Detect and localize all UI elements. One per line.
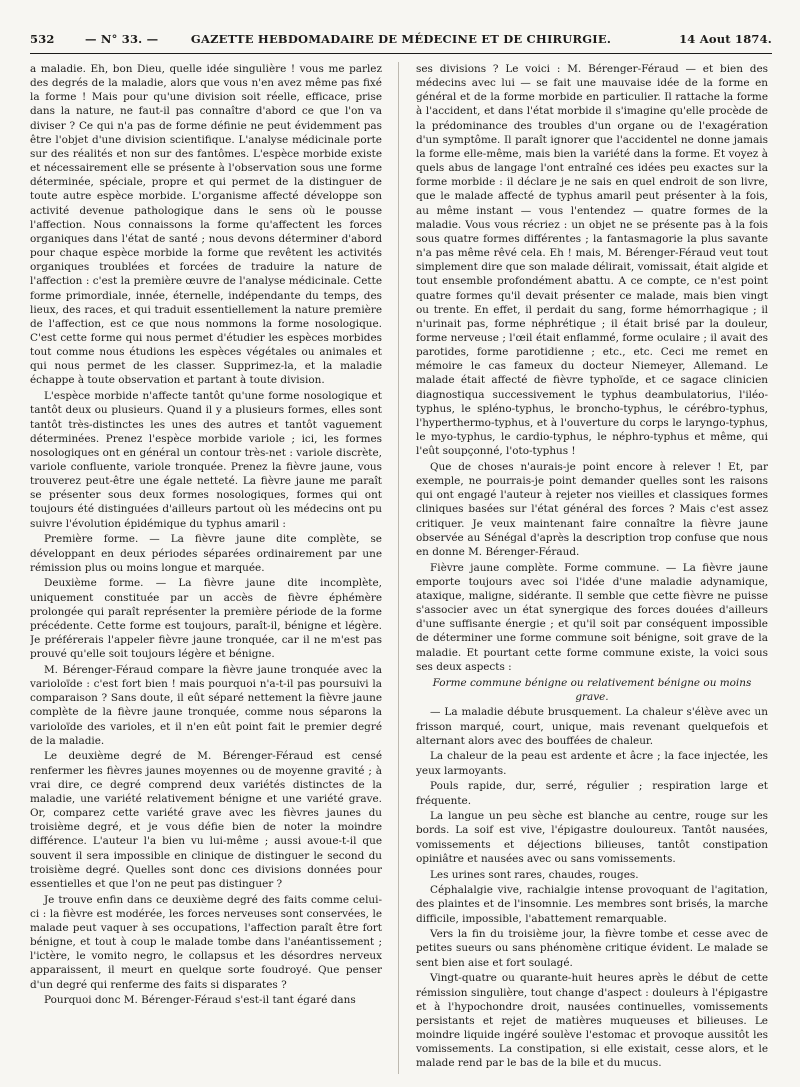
left-column xyxy=(30,62,382,1074)
paragraph: Je trouve enfin dans ce deuxième degré des faits comme celui-ci : la fièvre est modérée, les forces nerveuses sont conservées, le malade peut vaquer à ses occupations, l'affection paraît être fort bénigne, et tout à coup le malade tombe dans l'anéantissement ; l'ictère, le vomito negro, le collapsus et les désordres nerveux apparaissent, il meurt en quelque sorte foudroyé. Que penser d'un degré qui renferme des faits si disparates ? xyxy=(30,893,382,991)
paragraph: a maladie. Eh, bon Dieu, quelle idée singulière ! vous me parlez des degrés de la maladie, alors que vous n'en avez même pas fixé la forme ! Mais pour qu'une division soit réelle, efficace, prise dans la nature, ne faut-il pas connaître d'abord ce que l'on va diviser ? Ce qui n'a pas de forme définie ne peut évidemment pas être l'objet d'une division scientifique. L'analyse médicinale porte sur des réalités et non sur des fantômes. L'espèce morbide existe et nécessairement elle se présente à l'observation sous une forme déterminée, spéciale, propre et qui permet de la distinguer de toute autre espèce morbide. L'organisme affecté développe son activité devenue pathologique dans le sens où le pousse l'affection. Nous connaissons la forme qu'affectent les forces organiques dans l'état de santé ; nous devons déterminer d'abord pour chaque espèce morbide la forme que revêtent les activités organiques troublées et forcées de traduire la nature de l'affection : c'est la première œuvre de l'analyse médicinale. Cette forme primordiale, innée, éternelle, indépendante du temps, des lieux, des races, et qui traduit essentiellement la nature première de l'affection, est ce que nous nommons la forme nosologique. C'est cette forme qui nous permet d'étudier les espèces morbides tout comme nous étudions les espèces végétales ou animales et qui nous permet de les classer. Supprimez-la, et la maladie échappe à toute observation et partant à toute division. xyxy=(30,63,382,387)
issue-number: — N° 33. — xyxy=(85,32,159,46)
paragraph: La langue un peu sèche est blanche au centre, rouge sur les bords. La soif est vive, l'épigastre douloureux. Tantôt nausées, vomissements et déjections bilieuses, tantôt constipation opiniâtre et nausées avec ou sans vomissements. xyxy=(416,810,768,865)
paragraph: Pouls rapide, dur, serré, régulier ; respiration large et fréquente. xyxy=(416,780,768,807)
header-rule xyxy=(30,53,772,54)
paragraph: M. Bérenger-Féraud compare la fièvre jaune tronquée avec la varioloïde : c'est fort bien ! mais pourquoi n'a-t-il pas poursuivi la comparaison ? Sans doute, il eût séparé nettement la fièvre jaune complète de la fièvre jaune tronquée, comme nous séparons la varioloïde des varioles, et il n'en eût point fait le premier degré de la maladie. xyxy=(30,663,382,747)
running-header xyxy=(30,32,772,50)
column-divider xyxy=(398,62,399,1074)
paragraph: ses divisions ? Le voici : M. Bérenger-Féraud — et bien des médecins avec lui — se fait une mauvaise idée de la forme en général et de la forme morbide en particulier. Il rattache la forme à l'accident, et dans l'état morbide il s'imagine qu'elle procède de la prédominance des troubles d'un organe ou de l'exagération d'un symptôme. Il paraît ignorer que l'accidentel ne donne jamais la forme elle-même, mais bien la variété dans la forme. Et voyez à quels abus de langage l'ont entraîné ces idées peu exactes sur la forme morbide : il déclare je ne sais en quel endroit de son livre, que le malade affecté de typhus amaril peut présenter à la fois, au même instant — vous l'entendez — quatre formes de la maladie. Vous vous récriez : un objet ne se présente pas à la fois sous quatre formes différentes ; la fantasmagorie la plus savante n'a pas même rêvé cela. Eh ! mais, M. Bérenger-Féraud veut tout simplement dire que son malade délirait, vomissait, était algide et tout ensemble profondément abattu. A ce compte, ce n'est point quatre formes qu'il devait présenter ce malade, mais bien vingt ou trente. En effet, il perdait du sang, forme hémorrhagique ; il n'urinait pas, forme néphrétique ; il était brisé par la douleur, forme nerveuse ; l'œil était enflammé, forme oculaire ; il avait des parotides, forme parotidienne ; etc., etc. Ceci me remet en mémoire le cas fameux du docteur Niemeyer, Allemand. Le malade était affecté de fièvre typhoïde, et ce sagace clinicien diagnostiqua successivement le typhus deambulatorius, l'iléo-typhus, le spléno-typhus, le broncho-typhus, le cérébro-typhus, l'hyperthermo-typhus, et à l'ouverture du corps le laryngo-typhus, le myo-typhus, le cardio-typhus, le néphro-typhus et même, qui l'eût soupçonné, l'oto-typhus ! xyxy=(416,63,768,458)
paragraph: Que de choses n'aurais-je point encore à relever ! Et, par exemple, ne pourrais-je point demander quelles sont les raisons qui ont engagé l'auteur à rejeter nos vieilles et classiques formes cliniques basées sur l'état général des forces ? Mais c'est assez critiquer. Je veux maintenant faire connaître la fièvre jaune observée au Sénégal d'après la description trop confuse que nous en donne M. Bérenger-Féraud. xyxy=(416,460,768,558)
paragraph: Première forme. — La fièvre jaune dite complète, se développant en deux périodes séparées ordinairement par une rémission plus ou moins longue et marquée. xyxy=(30,533,382,574)
paragraph: Vers la fin du troisième jour, la fièvre tombe et cesse avec de petites sueurs ou sans phénomène critique évident. Le malade se sent bien aise et fort soulagé. xyxy=(416,928,768,969)
paragraph: — La maladie débute brusquement. La chaleur s'élève avec un frisson marqué, court, unique, mais revenant quelquefois et alternant alors avec des bouffées de chaleur. xyxy=(416,706,768,747)
section-subheading: Forme commune bénigne ou relativement bénigne ou moins grave. xyxy=(432,676,752,703)
right-column xyxy=(416,62,768,1074)
paragraph: Les urines sont rares, chaudes, rouges. xyxy=(430,868,639,881)
paragraph: La chaleur de la peau est ardente et âcre ; la face injectée, les yeux larmoyants. xyxy=(416,750,768,777)
paragraph: Le deuxième degré de M. Bérenger-Féraud est censé renfermer les fièvres jaunes moyennes ou de moyenne gravité ; à vrai dire, ce degré comprend deux variétés distinctes de la maladie, une variété relativement bénigne et une variété grave. Or, comparez cette variété grave avec les fièvres jaunes du troisième degré, et je vous défie bien de noter la moindre différence. L'auteur l'a bien vu lui-même ; aussi avoue-t-il que souvent il sera impossible en clinique de distinguer le second du troisième degré. Quelles sont donc ces divisions données pour essentielles et que l'on ne peut pas distinguer ? xyxy=(30,750,382,890)
paragraph: Vingt-quatre ou quarante-huit heures après le début de cette rémission singulière, tout change d'aspect : douleurs à l'épigastre et à l'hypochondre droit, nausées continuelles, vomissements persistants et rejet de matières muqueuses et bilieuses. Le moindre liquide ingéré soulève l'estomac et provoque aussitôt les vomissements. La constipation, si elle existait, cesse alors, et le malade rend par le bas de la bile et du mucus. xyxy=(416,972,768,1070)
paragraph: Fièvre jaune complète. Forme commune. — La fièvre jaune emporte toujours avec soi l'idée d'une maladie adynamique, ataxique, maligne, sidérante. Il semble que cette fièvre ne puisse s'associer avec un état synergique des forces douées d'ailleurs d'une suffisante énergie ; et qu'il soit par conséquent impossible de déterminer une forme commune soit bénigne, soit grave de la maladie. Et pourtant cette forme commune existe, la voici sous ses deux aspects : xyxy=(416,561,768,673)
paragraph: L'espèce morbide n'affecte tantôt qu'une forme nosologique et tantôt deux ou plusieurs. Quand il y a plusieurs formes, elles sont tantôt très-distinctes les unes des autres et tantôt vaguement déterminées. Prenez l'espèce morbide variole ; ici, les formes nosologiques ont en général un contour très-net : variole discrète, variole confluente, variole tronquée. Prenez la fièvre jaune, vous trouverez peut-être une égale netteté. La fièvre jaune me paraît se présenter sous deux formes nosologiques, formes qui ont toujours été distinguées d'ailleurs partout où les médecins ont pu suivre l'évolution épidémique du typhus amaril : xyxy=(30,390,382,530)
issue-date: 14 Aout 1874. xyxy=(679,32,772,46)
paragraph: Pourquoi donc M. Bérenger-Féraud s'est-il tant égaré dans xyxy=(44,994,356,1007)
page-number: 532 xyxy=(30,32,55,46)
journal-title: GAZETTE HEBDOMADAIRE DE MÉDECINE ET DE CHIRURGIE. xyxy=(190,32,612,46)
paragraph: Céphalalgie vive, rachialgie intense provoquant de l'agitation, des plaintes et de l'insomnie. Les membres sont brisés, la marche difficile, impossible, l'abattement remarquable. xyxy=(416,884,768,925)
paragraph: Deuxième forme. — La fièvre jaune dite incomplète, uniquement constituée par un accès de fièvre éphémère prolongée qui paraît représenter la première période de la forme précédente. Cette forme est toujours, paraît-il, bénigne et légère. Je préférerais l'appeler fièvre jaune tronquée, car il ne m'est pas prouvé qu'elle soit toujours légère et bénigne. xyxy=(30,577,382,661)
